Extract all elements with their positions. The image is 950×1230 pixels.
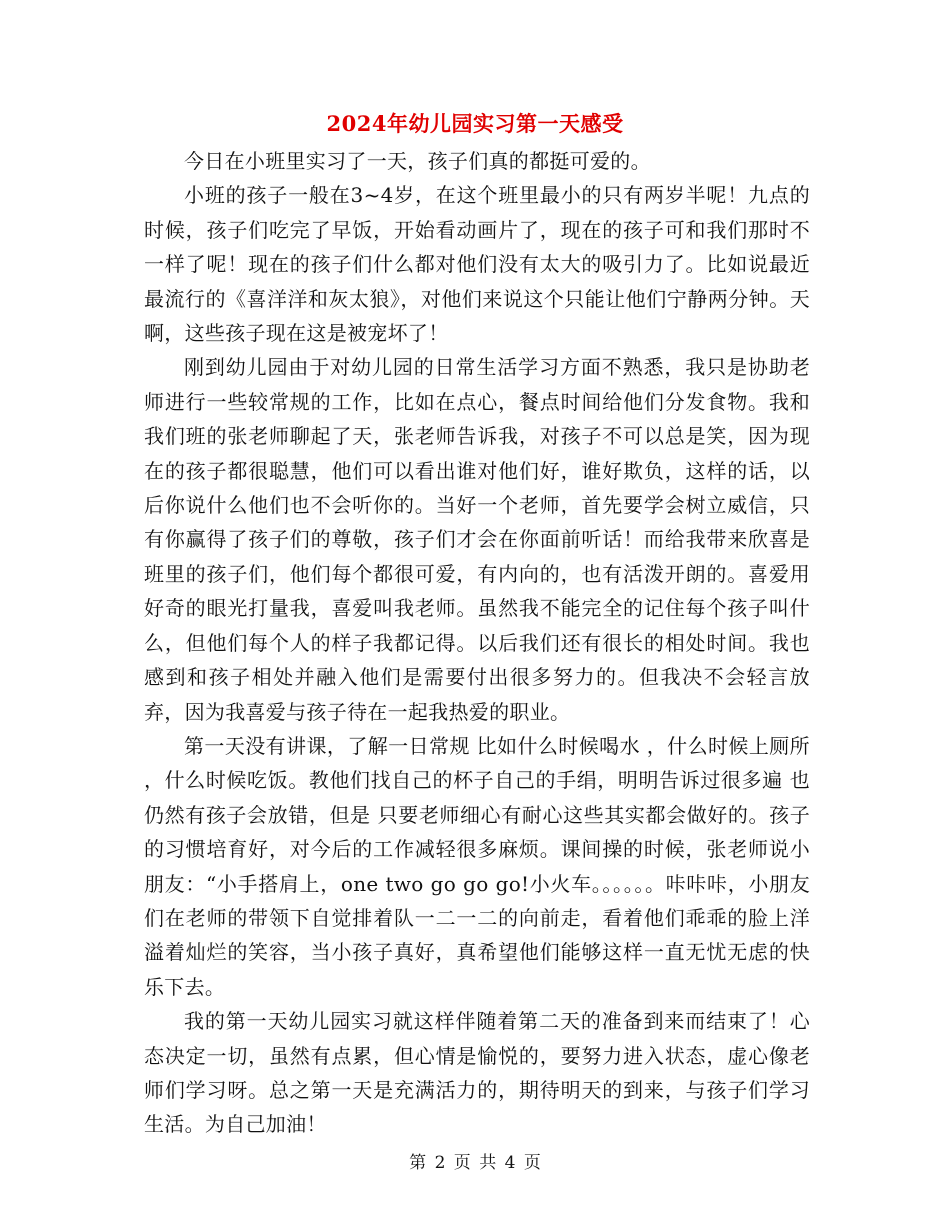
- paragraph-teacher-advice: 刚到幼儿园由于对幼儿园的日常生活学习方面不熟悉，我只是协助老师进行一些较常规的工作，比如在点心，餐点时间给他们分发食物。我和我们班的张老师聊起了天，张老师告诉我，对孩子不可以总是笑，因为现在的孩子都很聪慧，他们可以看出谁对他们好，谁好欺负，这样的话，以后你说什么他们也不会听你的。当好一个老师，首先要学会树立威信，只有你赢得了孩子们的尊敬，孩子们才会在你面前听话！而给我带来欣喜是班里的孩子们，他们每个都很可爱，有内向的，也有活泼开朗的。喜爱用好奇的眼光打量我，喜爱叫我老师。虽然我不能完全的记住每个孩子叫什么，但他们每个人的样子我都记得。以后我们还有很长的相处时间。我也感到和孩子相处并融入他们是需要付出很多努力的。但我决不会轻言放弃，因为我喜爱与孩子待在一起我热爱的职业。: [144, 355, 810, 724]
- paragraph-intro: 今日在小班里实习了一天，孩子们真的都挺可爱的。: [184, 149, 651, 173]
- paragraph-conclusion: 我的第一天幼儿园实习就这样伴随着第二天的准备到来而结束了！心态决定一切，虽然有点累，但心情是愉悦的，要努力进入状态，虚心像老师们学习呀。总之第一天是充满活力的，期待明天的到来，与孩子们学习生活。为自己加油！: [144, 1009, 810, 1137]
- page-number-footer: 第 2 页 共 4 页: [409, 1153, 541, 1173]
- document-body: [144, 144, 810, 1142]
- document-title: 2024年幼儿园实习第一天感受: [326, 111, 624, 136]
- paragraph-daily-routine: 第一天没有讲课，了解一日常规 比如什么时候喝水 ，什么时候上厕所 ，什么时候吃饭。教他们找自己的杯子自己的手绢，明明告诉过很多遍 也仍然有孩子会放错，但是 只要老师细心有耐心这些其实都会做好的。孩子的习惯培育好，对今后的工作减轻很多麻烦。课间操的时候，张老师说小朋友：“小手搭肩上，one two go go go!小火车。。。。。。咔咔咔，小朋友们在老师的带领下自觉排着队一二一二的向前走，看着他们乖乖的脸上洋溢着灿烂的笑容，当小孩子真好，真希望他们能够这样一直无忧无虑的快乐下去。: [144, 733, 810, 999]
- paragraph-class-age: 小班的孩子一般在3~4岁，在这个班里最小的只有两岁半呢！九点的时候，孩子们吃完了早饭，开始看动画片了，现在的孩子可和我们那时不一样了呢！现在的孩子们什么都对他们没有太大的吸引力了。比如说最近最流行的《喜洋洋和灰太狼》，对他们来说这个只能让他们宁静两分钟。天啊，这些孩子现在这是被宠坏了！: [144, 183, 810, 346]
